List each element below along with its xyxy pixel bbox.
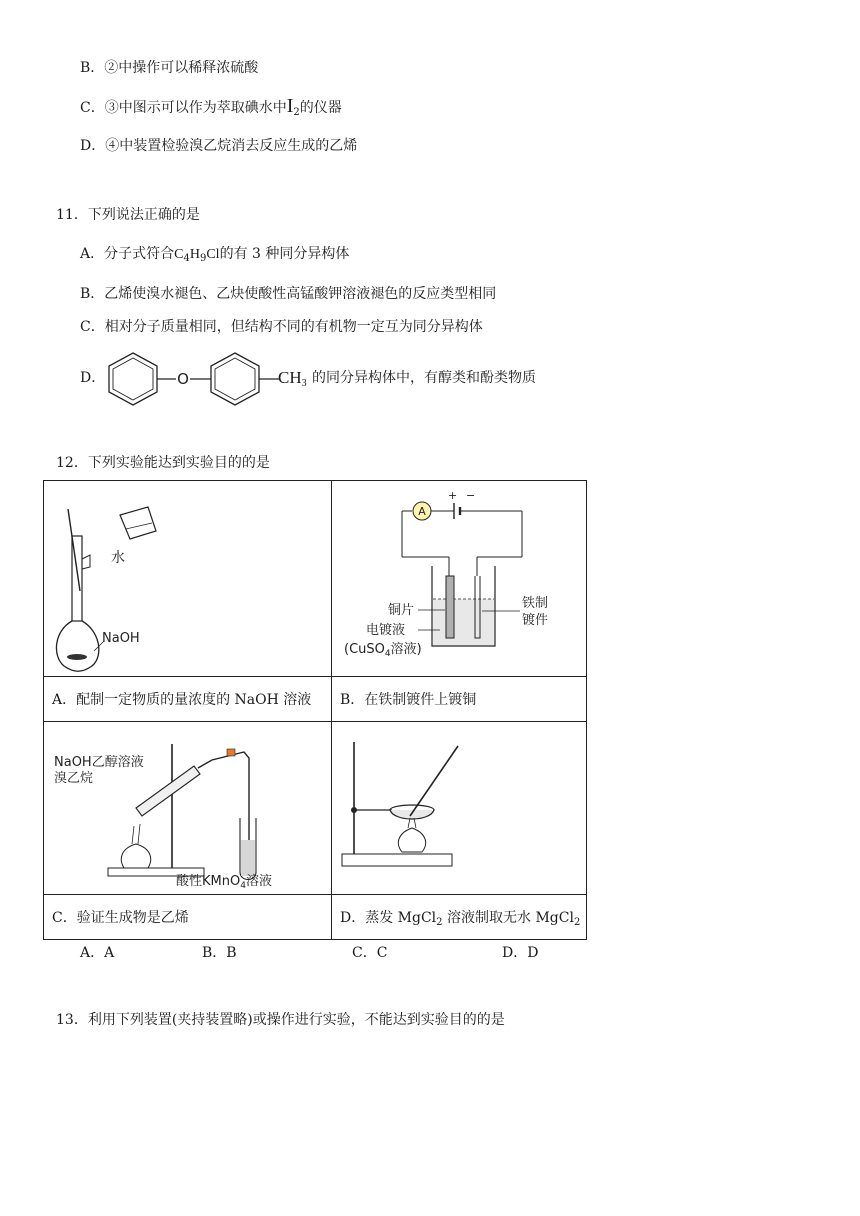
q11-stem: 11．下列说法正确的是 bbox=[56, 207, 200, 223]
label-bromoethane: 溴乙烷 bbox=[54, 771, 94, 786]
battery-plus: + bbox=[448, 489, 458, 502]
q12-choice-a[interactable]: A．A bbox=[80, 945, 115, 961]
label-naoh-ethanol: NaOH乙醇溶液 bbox=[54, 755, 144, 770]
label-iron-1: 铁制 bbox=[522, 596, 549, 611]
methyl-ch: CH bbox=[278, 368, 302, 387]
formula-c-sub: 4 bbox=[183, 253, 190, 264]
q11-option-a-text: A．分子式符合 bbox=[80, 246, 175, 262]
label-kmno4: 酸性KMnO$_4$溶液 bbox=[176, 874, 272, 890]
figure-b-electroplating bbox=[332, 481, 586, 672]
figure-c-ethylene-test bbox=[44, 722, 331, 890]
iodine-symbol: I bbox=[286, 95, 294, 117]
figure-a-volumetric-flask bbox=[44, 481, 331, 672]
q11-option-a bbox=[80, 244, 349, 269]
q12-stem: 12．下列实验能达到实验目的的是 bbox=[56, 455, 270, 471]
formula-h-sub: 9 bbox=[199, 253, 207, 264]
q13-stem: 13．利用下列装置(夹持装置略)或操作进行实验，不能达到实验目的的是 bbox=[56, 1012, 505, 1028]
label-water: 水 bbox=[111, 550, 125, 566]
figure-b-cell bbox=[332, 481, 587, 677]
caption-d-sub2: 2 bbox=[573, 916, 581, 928]
battery-minus: − bbox=[466, 489, 476, 502]
formula-h: H bbox=[189, 247, 200, 262]
methyl-sub: 3 bbox=[301, 378, 307, 389]
ammeter-label: A bbox=[418, 505, 426, 518]
oxygen-label: O bbox=[177, 370, 189, 388]
benzene-ring-left-inner bbox=[113, 358, 153, 400]
caption-a: A．配制一定物质的量浓度的 NaOH 溶液 bbox=[44, 677, 332, 722]
q12-choice-d[interactable]: D．D bbox=[502, 945, 539, 961]
caption-d bbox=[332, 895, 587, 940]
formula-c: C bbox=[174, 247, 184, 262]
q10-option-c-text: C．③中图示可以作为萃取碘水中 bbox=[80, 100, 287, 116]
iodine-subscript: 2 bbox=[293, 107, 300, 118]
label-cuso4: (CuSO$_4$溶液) bbox=[344, 642, 422, 659]
caption-d-text: D．蒸发 MgCl bbox=[340, 909, 437, 926]
q11-option-d-methyl bbox=[278, 368, 307, 394]
label-copper: 铜片 bbox=[388, 603, 415, 618]
figure-d-cell bbox=[332, 722, 587, 895]
label-naoh: NaOH bbox=[102, 631, 140, 646]
caption-d-sub1: 2 bbox=[436, 916, 443, 928]
q10-option-c bbox=[80, 96, 342, 123]
caption-d-mid: 溶液制取无水 MgCl bbox=[442, 909, 574, 926]
q11-option-d-tail: 的同分异构体中，有醇类和酚类物质 bbox=[312, 370, 536, 386]
caption-b: B．在铁制镀件上镀铜 bbox=[332, 677, 587, 722]
q10-option-d: D．④中装置检验溴乙烷消去反应生成的乙烯 bbox=[80, 138, 358, 154]
formula-cl: Cl bbox=[206, 247, 220, 262]
q12-figure-table bbox=[43, 480, 587, 940]
q12-choice-c[interactable]: C．C bbox=[352, 945, 388, 961]
q10-option-c-tail: 的仪器 bbox=[299, 100, 342, 116]
q11-option-c: C．相对分子质量相同，但结构不同的有机物一定互为同分异构体 bbox=[80, 319, 483, 335]
figure-a-cell bbox=[44, 481, 332, 677]
q11-option-d-label: D． bbox=[80, 370, 106, 386]
q10-option-b: B．②中操作可以稀释浓硫酸 bbox=[80, 60, 259, 76]
q11-option-b: B．乙烯使溴水褪色、乙炔使酸性高锰酸钾溶液褪色的反应类型相同 bbox=[80, 286, 497, 302]
caption-c: C．验证生成物是乙烯 bbox=[44, 895, 332, 940]
benzene-ring-left bbox=[109, 353, 157, 405]
q12-choice-b[interactable]: B．B bbox=[202, 945, 237, 961]
figure-c-cell bbox=[44, 722, 332, 895]
benzene-ring-right bbox=[211, 353, 259, 405]
label-plating: 电镀液 bbox=[366, 623, 406, 638]
figure-d-evaporation bbox=[332, 722, 586, 890]
label-iron-2: 镀件 bbox=[522, 613, 549, 628]
benzene-ring-right-inner bbox=[215, 358, 255, 400]
q11-option-a-tail: 的有 3 种同分异构体 bbox=[219, 246, 350, 262]
